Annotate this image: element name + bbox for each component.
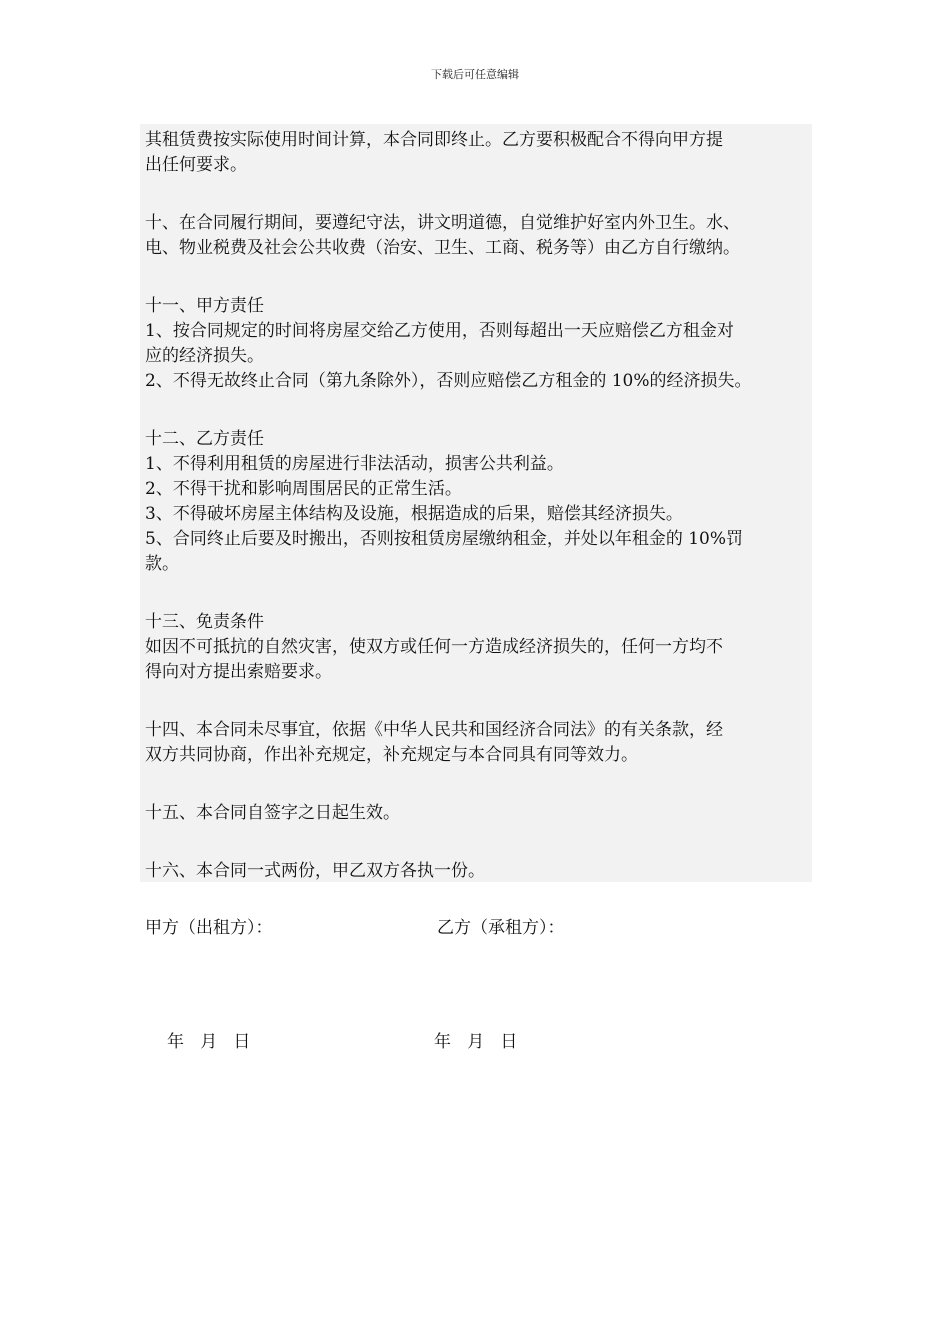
contract-line: 十五、本合同自签字之日起生效。 xyxy=(145,803,400,823)
contract-line: 电、物业税费及社会公共收费（治安、卫生、工商、税务等）由乙方自行缴纳。 xyxy=(145,238,740,258)
contract-body xyxy=(145,128,835,884)
section-gap xyxy=(145,178,835,211)
signature-row xyxy=(145,916,845,941)
contract-line: 5、合同终止后要及时搬出，否则按租赁房屋缴纳租金，并处以年租金的 10%罚 xyxy=(145,529,744,549)
contract-section xyxy=(145,718,835,768)
section-gap xyxy=(145,577,835,610)
party-a-date: 年 月 日 xyxy=(167,1032,251,1052)
contract-line: 得向对方提出索赔要求。 xyxy=(145,662,332,682)
contract-line: 2、不得无故终止合同（第九条除外），否则应赔偿乙方租金的 10%的经济损失。 xyxy=(145,371,752,391)
section-gap xyxy=(145,826,835,859)
contract-line: 款。 xyxy=(145,554,179,574)
party-a-label: 甲方（出租方）： xyxy=(145,918,273,938)
contract-section xyxy=(145,859,835,884)
contract-line: 双方共同协商，作出补充规定，补充规定与本合同具有同等效力。 xyxy=(145,745,638,765)
page-header: 下载后可任意编辑 xyxy=(431,68,519,81)
contract-line: 十四、本合同未尽事宜，依据《中华人民共和国经济合同法》的有关条款，经 xyxy=(145,720,723,740)
contract-section xyxy=(145,427,835,577)
party-b-label: 乙方（承租方）： xyxy=(437,918,565,938)
contract-line: 十六、本合同一式两份，甲乙双方各执一份。 xyxy=(145,861,485,881)
contract-line: 2、不得干扰和影响周围居民的正常生活。 xyxy=(145,479,462,499)
contract-line: 其租赁费按实际使用时间计算，本合同即终止。乙方要积极配合不得向甲方提 xyxy=(145,130,723,150)
section-gap xyxy=(145,685,835,718)
contract-section xyxy=(145,801,835,826)
date-row xyxy=(145,1030,845,1055)
contract-section xyxy=(145,610,835,685)
contract-line: 应的经济损失。 xyxy=(145,346,264,366)
contract-line: 如因不可抵抗的自然灾害，使双方或任何一方造成经济损失的，任何一方均不 xyxy=(145,637,723,657)
section-gap xyxy=(145,261,835,294)
contract-section xyxy=(145,211,835,261)
section-gap xyxy=(145,394,835,427)
contract-line: 出任何要求。 xyxy=(145,155,247,175)
contract-section xyxy=(145,128,835,178)
contract-section xyxy=(145,294,835,394)
contract-line: 十一、甲方责任 xyxy=(145,296,264,316)
contract-line: 十二、乙方责任 xyxy=(145,429,264,449)
contract-line: 十三、免责条件 xyxy=(145,612,264,632)
contract-line: 十、在合同履行期间，要遵纪守法，讲文明道德，自觉维护好室内外卫生。水、 xyxy=(145,213,740,233)
contract-line: 1、不得利用租赁的房屋进行非法活动，损害公共利益。 xyxy=(145,454,564,474)
contract-line: 1、按合同规定的时间将房屋交给乙方使用，否则每超出一天应赔偿乙方租金对 xyxy=(145,321,734,341)
contract-line: 3、不得破坏房屋主体结构及设施，根据造成的后果，赔偿其经济损失。 xyxy=(145,504,683,524)
party-b-date: 年 月 日 xyxy=(434,1032,518,1052)
section-gap xyxy=(145,768,835,801)
